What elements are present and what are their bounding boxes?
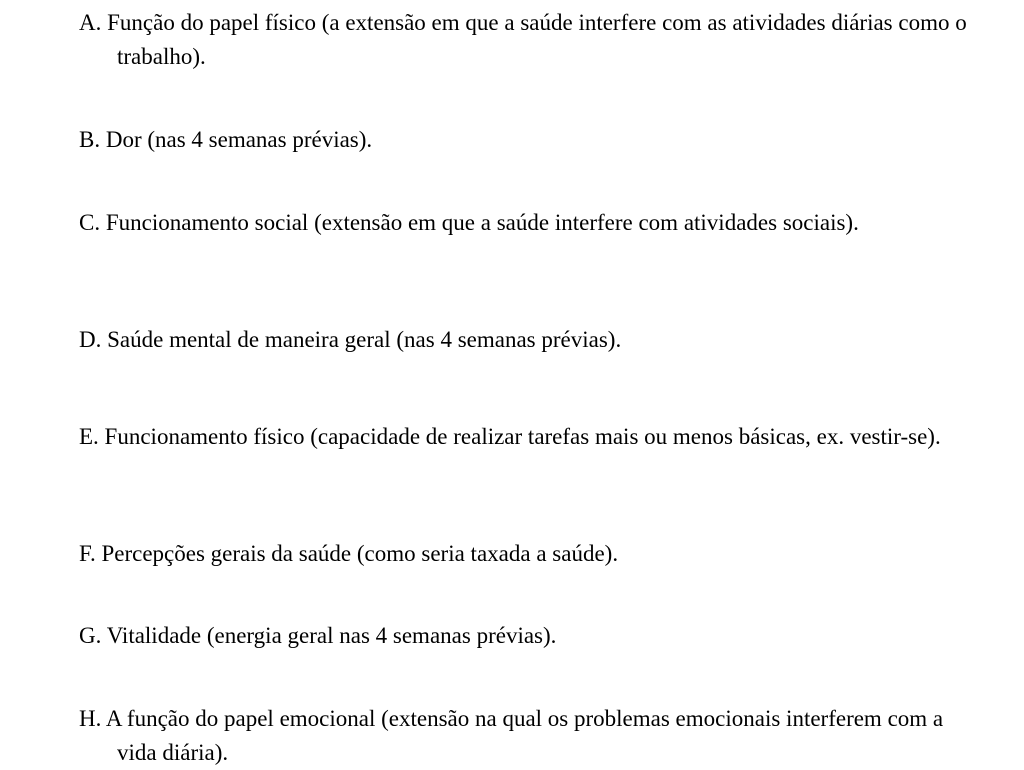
list-item-a: A. Função do papel físico (a extensão em que a saúde interfere com as atividades diárias como o trabalho). (79, 10, 967, 69)
list-item-b: B. Dor (nas 4 semanas prévias). (79, 127, 373, 152)
list-item-h: H. A função do papel emocional (extensão na qual os problemas emocionais interferem com a vida diária). (79, 706, 944, 765)
list-item-c: C. Funcionamento social (extensão em que a saúde interfere com atividades sociais). (79, 210, 859, 235)
list-item-d: D. Saúde mental de maneira geral (nas 4 semanas prévias). (79, 327, 622, 352)
list-item-g: G. Vitalidade (energia geral nas 4 semanas prévias). (79, 623, 557, 648)
list-item-f: F. Percepções gerais da saúde (como seria taxada a saúde). (79, 541, 619, 566)
list-item-e: E. Funcionamento físico (capacidade de realizar tarefas mais ou menos básicas, ex. vestir-se). (79, 424, 941, 449)
